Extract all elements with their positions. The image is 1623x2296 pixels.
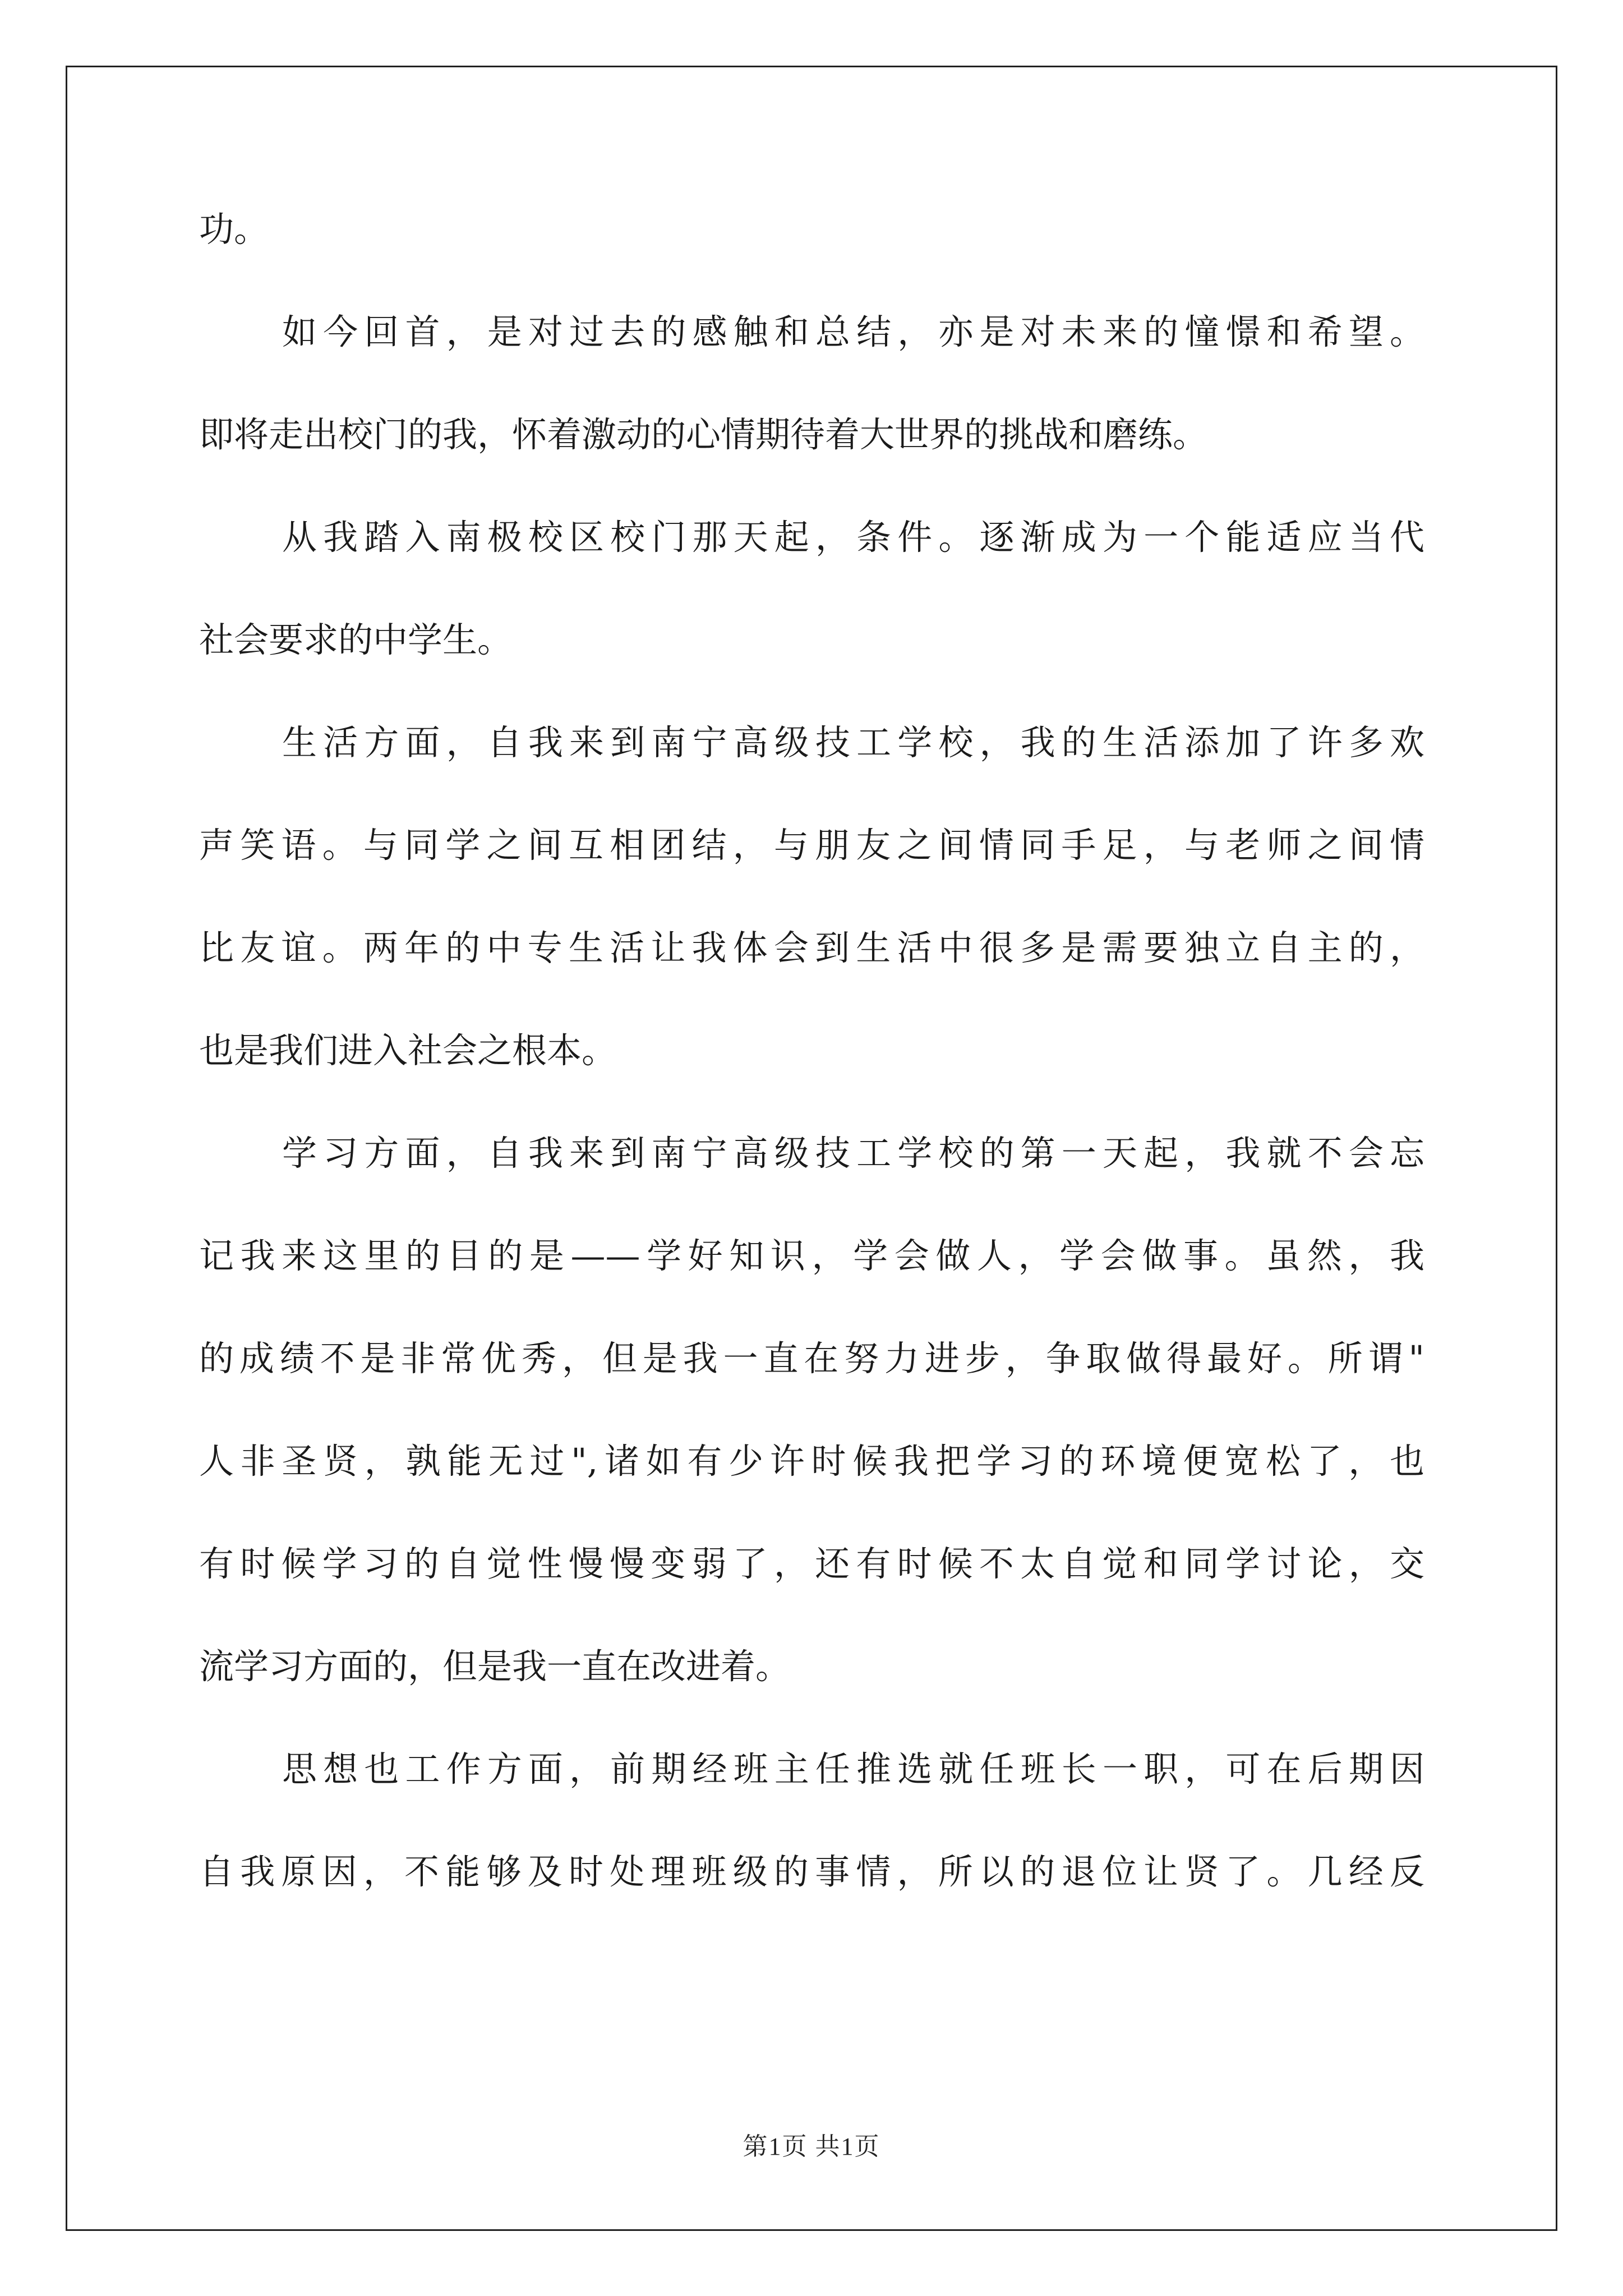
document-body	[199, 209, 1424, 1957]
text-line: 社会要求的中学生。	[199, 619, 513, 660]
paragraph-first-line: 如今回首，是对过去的感触和总结，亦是对未来的憧憬和希望。	[282, 311, 1424, 352]
text-line: 即将走出校门的我，怀着激动的心情期待着大世界的挑战和磨练。	[199, 414, 1208, 455]
paragraph-first-line: 生活方面，自我来到南宁高级技工学校，我的生活添加了许多欢	[282, 722, 1424, 763]
text-line: 功。	[199, 209, 269, 250]
paragraph-first-line: 学习方面，自我来到南宁高级技工学校的第一天起，我就不会忘	[282, 1133, 1424, 1174]
text-line: 的成绩不是非常优秀，但是我一直在努力进步，争取做得最好。所谓"	[199, 1338, 1424, 1379]
text-line: 流学习方面的，但是我一直在改进着。	[199, 1646, 791, 1687]
paragraph-first-line: 从我踏入南极校区校门那天起，条件。逐渐成为一个能适应当代	[282, 517, 1424, 558]
paragraph-first-line: 思想也工作方面，前期经班主任推选就任班长一职，可在后期因	[282, 1749, 1424, 1789]
text-line: 也是我们进入社会之根本。	[199, 1030, 617, 1071]
text-line: 比友谊。两年的中专生活让我体会到生活中很多是需要独立自主的，	[199, 927, 1424, 968]
text-line: 有时候学习的自觉性慢慢变弱了，还有时候不太自觉和同学讨论，交	[199, 1543, 1424, 1584]
text-line: 记我来这里的目的是——学好知识，学会做人，学会做事。虽然，我	[199, 1235, 1424, 1276]
text-line: 自我原因，不能够及时处理班级的事情，所以的退位让贤了。几经反	[199, 1851, 1424, 1892]
page-number-footer: 第1页 共1页	[743, 2133, 880, 2160]
text-line: 声笑语。与同学之间互相团结，与朋友之间情同手足，与老师之间情	[199, 825, 1424, 866]
text-line: 人非圣贤，孰能无过",诸如有少许时候我把学习的环境便宽松了，也	[199, 1441, 1424, 1481]
